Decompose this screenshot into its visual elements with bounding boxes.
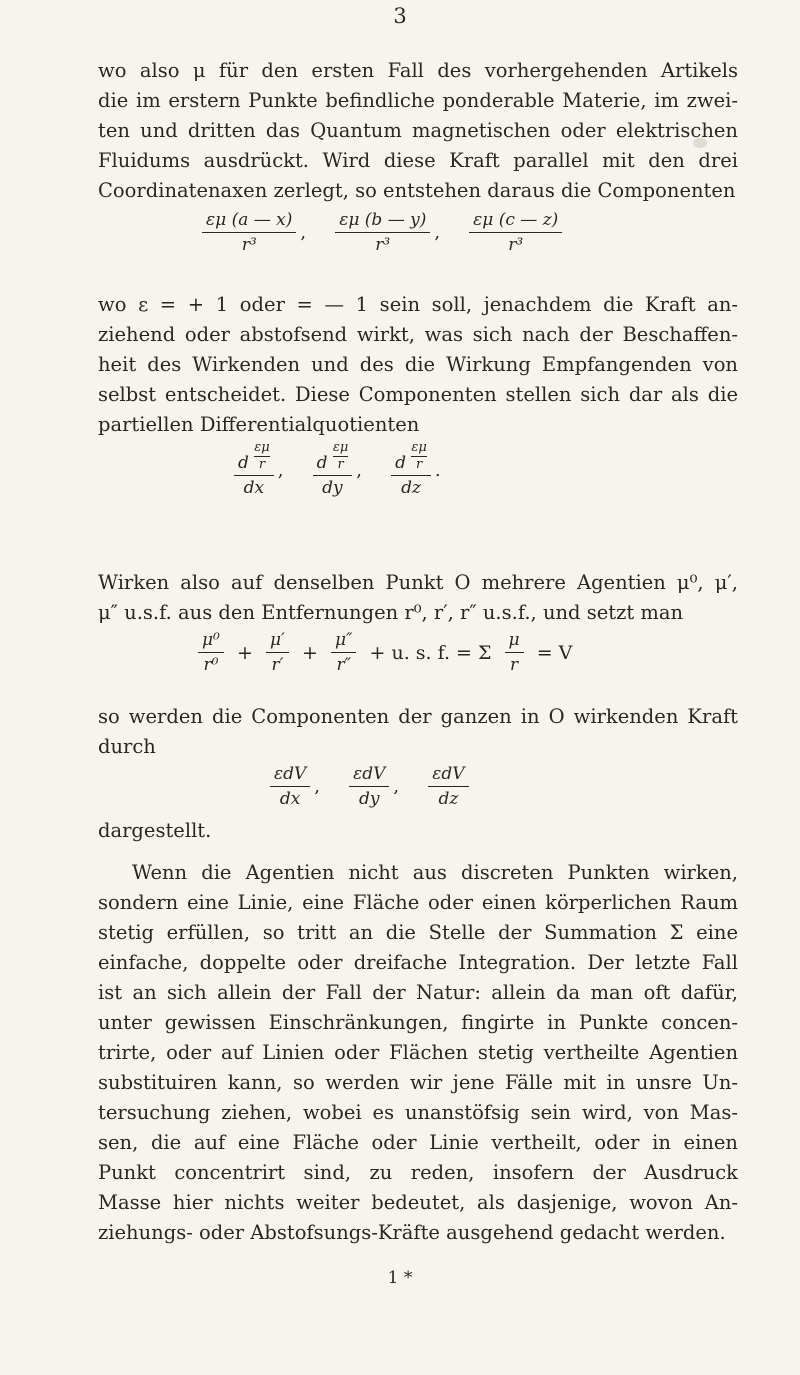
- text-line: selbst entscheidet. Diese Componenten stellen sich dar als die: [98, 383, 738, 406]
- text-line: so werden die Componenten der ganzen in O wirkenden Kraft: [98, 705, 738, 728]
- text-line: einfache, doppelte oder dreifache Integration. Der letzte Fall: [98, 951, 738, 974]
- force-x: $\frac{\text{εdV}}{dx}$: [270, 762, 310, 811]
- text-line: Coordinatenaxen zerlegt, so entstehen daraus die Componenten: [98, 179, 736, 202]
- formula-differential-quotients: d $\frac{\varepsilon\mu}{r}$ dx , d $\frac{\varepsilon\mu}{r}$ dy , d $\frac{\varepsilon\mu}{r}$ dz .: [232, 440, 463, 500]
- text-line: dargestellt.: [98, 819, 212, 842]
- formula-potential-sum: $\frac{\text{μ⁰}}{\text{r⁰}}$ + $\frac{\mu'}{r'}$ + $\frac{\mu''}{r''}$ + u. s. f. = Σ $\frac{\mu}{r}$ = V: [196, 628, 578, 677]
- differential-z: d $\frac{\varepsilon\mu}{r}$ dz: [391, 440, 431, 500]
- text-line: heit des Wirkenden und des die Wirkung Empfangenden von: [98, 353, 738, 376]
- paragraph-2: [98, 290, 738, 440]
- paper-stain: [693, 138, 707, 148]
- force-z: $\frac{\text{εdV}}{dz}$: [428, 762, 468, 811]
- differential-y: d $\frac{\varepsilon\mu}{r}$ dy: [313, 440, 353, 500]
- text-line: ten und dritten das Quantum magnetischen oder elektrischen: [98, 119, 738, 142]
- agent-term-2: $\frac{\mu''}{r''}$: [331, 628, 356, 677]
- text-line: unter gewissen Einschränkungen, fingirte in Punkte concen-: [98, 1011, 738, 1034]
- sum-term: $\frac{\mu}{r}$: [505, 628, 524, 677]
- formula-components: $\frac{\varepsilon\mu (a — x)}{\text{r³}}$ , $\frac{\varepsilon\mu (b — y)}{\text{r³}}$ , $\frac{\varepsilon\mu (c — z)}{\text{r³}}$: [200, 208, 564, 257]
- text-line: stetig erfüllen, so tritt an die Stelle der Summation Σ eine: [98, 921, 738, 944]
- text-line: die im erstern Punkte befindliche ponderable Materie, im zwei-: [98, 89, 738, 112]
- potential-result: = V: [536, 641, 573, 664]
- text-line: ziehungs- oder Abstofsungs-Kräfte ausgehend gedacht werden.: [98, 1221, 726, 1244]
- fraction-z: $\frac{\varepsilon\mu (c — z)}{\text{r³}}$: [469, 208, 562, 257]
- page-number: 3: [393, 4, 407, 28]
- text-line: partiellen Differentialquotienten: [98, 413, 420, 436]
- formula-force-components: $\frac{\text{εdV}}{dx}$ , $\frac{\text{εdV}}{dy}$ , $\frac{\text{εdV}}{dz}$: [268, 762, 471, 811]
- text-line: wo also μ für den ersten Fall des vorhergehenden Artikels: [98, 59, 738, 82]
- paragraph-6: [98, 858, 738, 1248]
- text-line: trirte, oder auf Linien oder Flächen stetig vertheilte Agentien: [98, 1041, 738, 1064]
- text-line: durch: [98, 735, 156, 758]
- text-line: substituiren kann, so werden wir jene Fälle mit in unsre Un-: [98, 1071, 738, 1094]
- paragraph-4: [98, 702, 738, 762]
- text-line: Fluidums ausdrückt. Wird diese Kraft parallel mit den drei: [98, 149, 738, 172]
- force-y: $\frac{\text{εdV}}{dy}$: [349, 762, 389, 811]
- text-line: tersuchung ziehen, wobei es unanstöfsig sein wird, von Mas-: [98, 1101, 738, 1124]
- text-line: Punkt concentrirt sind, zu reden, insofern der Ausdruck: [98, 1161, 738, 1184]
- text-line: sondern eine Linie, eine Fläche oder einen körperlichen Raum: [98, 891, 738, 914]
- sum-tail: + u. s. f. = Σ: [369, 641, 492, 664]
- text-line: ist an sich allein der Fall der Natur: allein da man oft dafür,: [98, 981, 738, 1004]
- text-line: Masse hier nichts weiter bedeutet, als dasjenige, wovon An-: [98, 1191, 738, 1214]
- signature-mark: 1 *: [387, 1268, 413, 1288]
- text-line: sen, die auf eine Fläche oder Linie vertheilt, oder in einen: [98, 1131, 738, 1154]
- paragraph-1: [98, 56, 738, 206]
- fraction-y: $\frac{\varepsilon\mu (b — y)}{\text{r³}}$: [335, 208, 430, 257]
- text-line: μ″ u.s.f. aus den Entfernungen r⁰, r′, r″ u.s.f., und setzt man: [98, 601, 684, 624]
- text-line: Wenn die Agentien nicht aus discreten Punkten wirken,: [132, 861, 738, 884]
- paragraph-5: [98, 816, 738, 846]
- agent-term-1: $\frac{\mu'}{r'}$: [266, 628, 289, 677]
- fraction-x: $\frac{\varepsilon\mu (a — x)}{\text{r³}}$: [202, 208, 296, 257]
- agent-term-0: $\frac{\text{μ⁰}}{\text{r⁰}}$: [198, 628, 224, 677]
- text-line: Wirken also auf denselben Punkt O mehrere Agentien μ⁰, μ′,: [98, 571, 738, 594]
- differential-x: d $\frac{\varepsilon\mu}{r}$ dx: [234, 440, 274, 500]
- text-line: wo ε = + 1 oder = — 1 sein soll, jenachdem die Kraft an-: [98, 293, 738, 316]
- paragraph-3: [98, 568, 738, 628]
- text-line: ziehend oder abstofsend wirkt, was sich nach der Beschaffen-: [98, 323, 738, 346]
